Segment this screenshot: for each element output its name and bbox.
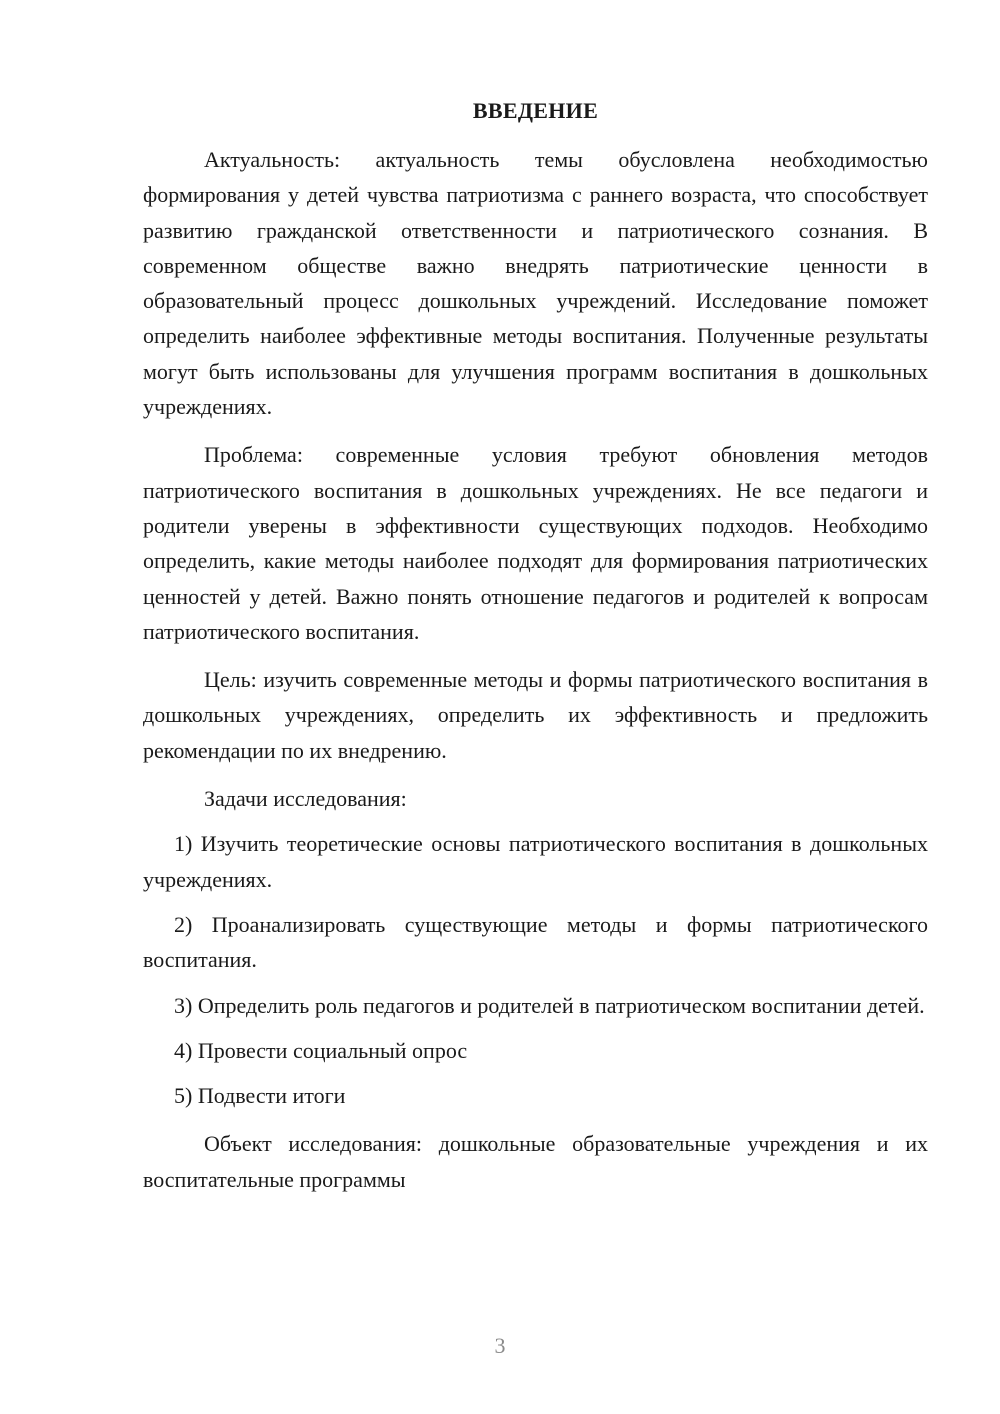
- task-item-5: 5) Подвести итоги: [174, 1083, 346, 1109]
- paragraph-goal: Цель: изучить современные методы и формы патриотического воспитания в дошкольных учреждениях, определить их эффективность и предложить рекомендации по их внедрению.: [143, 667, 928, 763]
- paragraph-problem: Проблема: современные условия требуют обновления методов патриотического воспитания в дошкольных учреждениях. Не все педагоги и родители уверены в эффективности существующих подходов. Необходимо определить, какие методы наиболее подходят для формирования патриотических ценностей у детей. Важно понять отношение педагогов и родителей к вопросам патриотического воспитания.: [143, 442, 928, 644]
- paragraph-object: Объект исследования: дошкольные образовательные учреждения и их воспитательные программы: [143, 1131, 928, 1192]
- task-item-4: 4) Провести социальный опрос: [174, 1037, 468, 1063]
- paragraph-relevance: Актуальность: актуальность темы обусловлена необходимостью формирования у детей чувства патриотизма с раннего возраста, что способствует развитию гражданской ответственности и патриотического сознания. В современном обществе важно внедрять патриотические ценности в образовательный процесс дошкольных учреждений. Исследование поможет определить наиболее эффективные методы воспитания. Полученные результаты могут быть использованы для улучшения программ воспитания в дошкольных учреждениях.: [143, 147, 928, 420]
- tasks-title: Задачи исследования:: [204, 786, 407, 812]
- task-item-2: 2) Проанализировать существующие методы и формы патриотического воспитания.: [143, 911, 928, 973]
- page-title: ВВЕДЕНИЕ: [472, 98, 599, 123]
- document-page: [143, 93, 928, 1197]
- task-item-1: 1) Изучить теоретические основы патриотического воспитания в дошкольных учреждениях.: [143, 831, 928, 892]
- task-item-3: 3) Определить роль педагогов и родителей в патриотическом воспитании детей.: [174, 992, 925, 1018]
- page-number: 3: [494, 1333, 506, 1358]
